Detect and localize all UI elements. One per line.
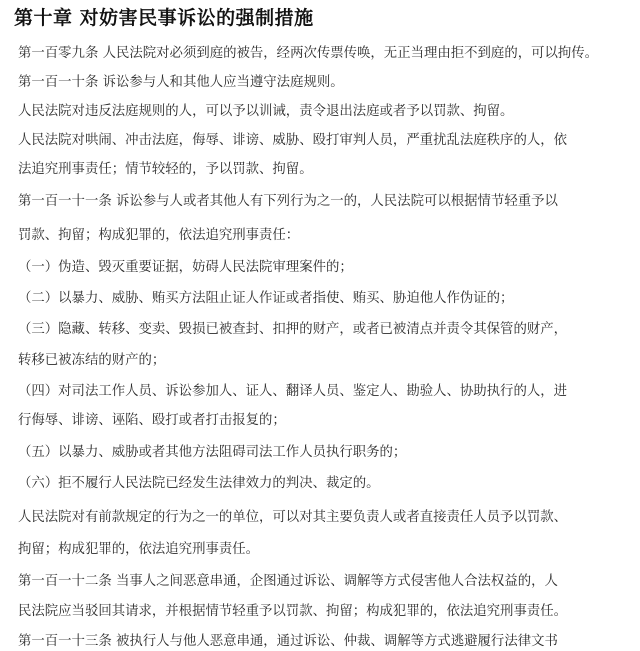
text-line: 第一百零九条 人民法院对必须到庭的被告，经两次传票传唤，无正当理由拒不到庭的，可以拘传。 [18, 46, 599, 61]
text-line: 法追究刑事责任；情节较轻的，予以罚款、拘留。 [18, 162, 313, 177]
text-line: 第一百一十一条 诉讼参与人或者其他人有下列行为之一的，人民法院可以根据情节轻重予以 [18, 194, 558, 209]
text-line: （四）对司法工作人员、诉讼参加人、证人、翻译人员、鉴定人、勘验人、协助执行的人，进 [18, 384, 568, 399]
text-line: 行侮辱、诽谤、诬陷、殴打或者打击报复的； [18, 413, 286, 428]
text-line: （六）拒不履行人民法院已经发生法律效力的判决、裁定的。 [18, 476, 380, 491]
text-line: （二）以暴力、威胁、贿买方法阻止证人作证或者指使、贿买、胁迫他人作伪证的； [18, 291, 514, 306]
text-line: 民法院应当驳回其请求，并根据情节轻重予以罚款、拘留；构成犯罪的，依法追究刑事责任。 [18, 604, 568, 619]
text-line: 第一百一十二条 当事人之间恶意串通，企图通过诉讼、调解等方式侵害他人合法权益的，人 [18, 574, 558, 589]
text-line: 罚款、拘留；构成犯罪的，依法追究刑事责任： [18, 228, 300, 243]
text-line: 人民法院对有前款规定的行为之一的单位，可以对其主要负责人或者直接责任人员予以罚款、 [18, 510, 568, 525]
text-line: （五）以暴力、威胁或者其他方法阻碍司法工作人员执行职务的； [18, 445, 407, 460]
text-line: 人民法院对哄闹、冲击法庭，侮辱、诽谤、威胁、殴打审判人员，严重扰乱法庭秩序的人，依 [18, 133, 568, 148]
text-line: （三）隐藏、转移、变卖、毁损已被查封、扣押的财产，或者已被清点并责令其保管的财产， [18, 322, 568, 337]
text-line: 第一百一十三条 被执行人与他人恶意串通，通过诉讼、仲裁、调解等方式逃避履行法律文书 [18, 634, 558, 649]
text-line: 拘留；构成犯罪的，依法追究刑事责任。 [18, 542, 260, 557]
text-line: 人民法院对违反法庭规则的人，可以予以训诫，责令退出法庭或者予以罚款、拘留。 [18, 104, 514, 119]
chapter-title: 第十章 对妨害民事诉讼的强制措施 [14, 7, 314, 29]
text-line: 第一百一十条 诉讼参与人和其他人应当遵守法庭规则。 [18, 75, 344, 90]
text-line: 转移已被冻结的财产的； [18, 353, 166, 368]
text-line: （一）伪造、毁灭重要证据，妨碍人民法院审理案件的； [18, 260, 353, 275]
